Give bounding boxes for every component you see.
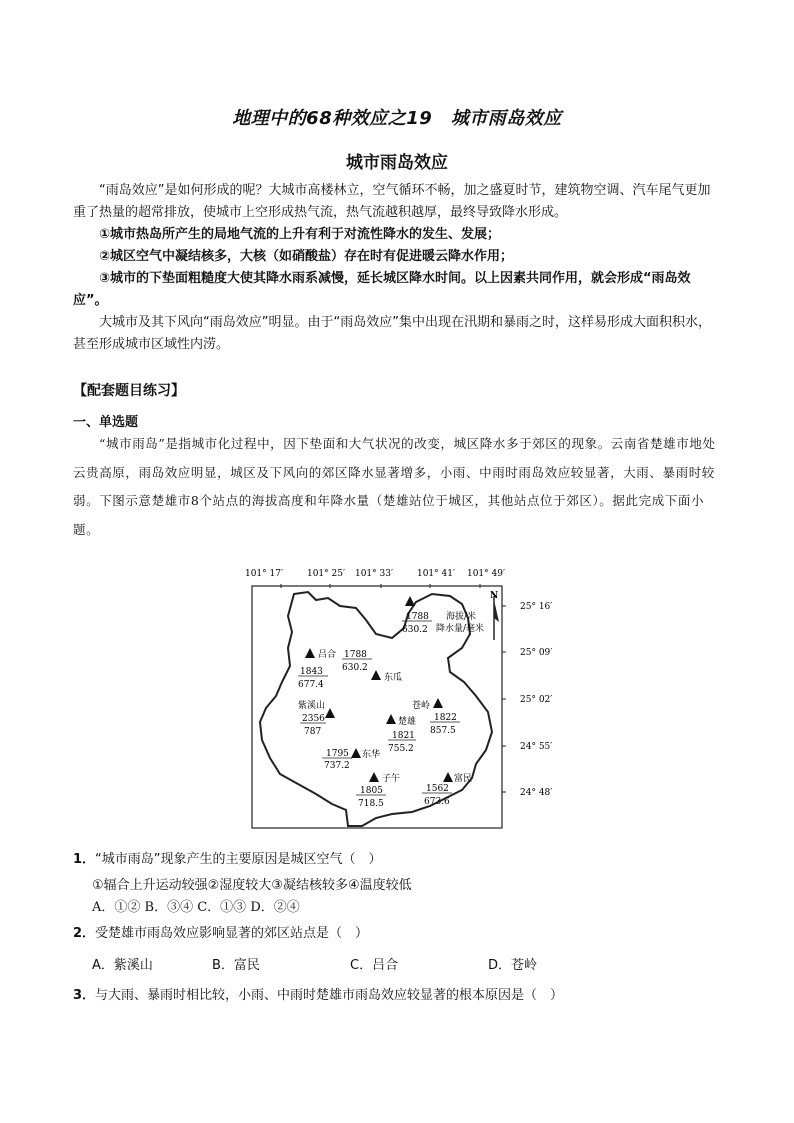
legend-precip-sample: 630.2: [402, 625, 428, 635]
lat-label: 25° 16′: [520, 602, 553, 612]
lon-label: 101° 33′: [354, 569, 394, 579]
station-name: 苍岭: [412, 701, 431, 711]
north-arrow: [490, 591, 499, 640]
station-marker-icon: [433, 698, 443, 708]
station-chuxiong: [386, 714, 416, 754]
station-marker-icon: [351, 748, 361, 758]
intro-bullet-3: ③城市的下垫面粗糙度大使其降水雨系减慢，延长城区降水时间。以上因素共同作用，就会形成“雨岛效应”。: [73, 271, 691, 308]
station-elevation: 1822: [434, 713, 457, 723]
station-zixishan: [298, 699, 335, 737]
station-marker-icon: [325, 708, 335, 718]
station-name: 楚雄: [398, 717, 417, 727]
station-elevation: 1788: [344, 650, 367, 660]
north-label: N: [490, 591, 499, 601]
legend-elevation-label: 海拔/米: [446, 612, 477, 622]
station-donghua: [322, 748, 380, 771]
question-2: [73, 924, 368, 944]
document-subtitle: 城市雨岛效应: [346, 153, 448, 173]
legend-triangle-icon: [405, 596, 415, 606]
legend-precip-label: 降水量/毫米: [436, 624, 485, 634]
lon-label: 101° 25′: [306, 569, 346, 579]
station-precip: 787: [304, 727, 322, 737]
option-b[interactable]: B．③④: [144, 900, 194, 915]
lon-label: 101° 41′: [416, 569, 456, 579]
question-number: 1．: [73, 852, 96, 867]
question-passage: “城市雨岛”是指城市化过程中，因下垫面和大气状况的改变，城区降水多于郊区的现象。云南省楚雄市地处云贵高原，雨岛效应明显，城区及下风向的郊区降水显著增多，小雨、中雨时雨岛效应较显著，大雨、暴雨时较弱。下图示意楚雄市8个站点的海拔高度和年降水量（楚雄站位于城区，其他站点位于郊区）。据此完成下面小题。: [73, 436, 716, 537]
document-title: 地理中的68种效应之19 城市雨岛效应: [232, 108, 562, 129]
station-precip: 630.2: [342, 663, 368, 673]
lat-label: 25° 02′: [520, 695, 553, 705]
intro-bullet-2: ②城区空气中凝结核多，大核（如硝酸盐）存在时有促进暖云降水作用；: [99, 249, 514, 264]
option-d[interactable]: D．苍岭: [488, 958, 538, 973]
station-name: 吕合: [318, 650, 337, 660]
station-name: 子午: [382, 774, 401, 784]
question-number: 2．: [73, 926, 96, 941]
question-1-options: [92, 898, 300, 918]
legend-elevation-sample: 1788: [406, 612, 429, 622]
lon-label: 101° 49′: [466, 569, 506, 579]
option-c[interactable]: C．①③: [197, 900, 247, 915]
station-precip: 677.4: [298, 680, 324, 690]
station-luhe: [298, 648, 336, 690]
station-name: 富民: [454, 774, 473, 784]
question-number: 3．: [73, 988, 96, 1003]
lat-label: 25° 09′: [520, 648, 553, 658]
intro-bullet-1: ①城市热岛所产生的局地气流的上升有利于对流性降水的发生、发展；: [99, 227, 501, 242]
station-map: [236, 562, 556, 842]
option-c[interactable]: C．吕合: [350, 958, 399, 973]
option-a[interactable]: A．①②: [92, 900, 141, 915]
station-marker-icon: [369, 772, 379, 782]
station-name: 东华: [362, 750, 381, 760]
question-1-statements: ①辐合上升运动较强②湿度较大③凝结核较多④温度较低: [92, 878, 412, 893]
map-legend: [402, 596, 484, 635]
question-1: [73, 850, 382, 870]
station-ziwu: [356, 772, 400, 809]
lon-label: 101° 17′: [244, 569, 284, 579]
station-marker-icon: [386, 714, 396, 724]
station-elevation: 1821: [392, 731, 415, 741]
station-precip: 718.5: [358, 799, 384, 809]
option-b[interactable]: B．富民: [212, 958, 260, 973]
station-elevation: 1843: [300, 667, 323, 677]
station-precip: 857.5: [430, 726, 456, 736]
station-elevation: 2356: [302, 714, 325, 724]
intro-section: [73, 180, 723, 356]
station-elevation: 1562: [426, 784, 449, 794]
station-precip: 755.2: [388, 744, 414, 754]
intro-paragraph-1: “雨岛效应”是如何形成的呢？大城市高楼林立，空气循环不畅，加之盛夏时节，建筑物空调、汽车尾气更加重了热量的超常排放，使城市上空形成热气流，热气流越积越厚，最终导致降水形成。: [73, 183, 711, 220]
section-single-choice: 一、单选题: [73, 415, 139, 430]
lat-label: 24° 48′: [520, 788, 553, 798]
question-3: [73, 986, 563, 1006]
station-fumin: [422, 772, 472, 807]
lat-label: 24° 55′: [520, 742, 553, 752]
practice-header: 【配套题目练习】: [73, 383, 185, 399]
station-donggua: [342, 650, 402, 683]
station-elevation: 1805: [360, 786, 383, 796]
station-marker-icon: [443, 772, 453, 782]
station-precip: 673.6: [424, 797, 450, 807]
question-stem: “城市雨岛”现象产生的主要原因是城区空气（ ）: [95, 852, 382, 867]
intro-paragraph-2: 大城市及其下风向“雨岛效应”明显。由于“雨岛效应”集中出现在汛期和暴雨之时，这样易形成大面积积水，甚至形成城市区域性内涝。: [73, 315, 711, 352]
question-stem: 与大雨、暴雨时相比较，小雨、中雨时楚雄市雨岛效应较显著的根本原因是（ ）: [95, 988, 564, 1003]
station-name: 东瓜: [384, 673, 403, 683]
option-d[interactable]: D．②④: [250, 900, 300, 915]
station-marker-icon: [305, 648, 315, 658]
station-precip: 737.2: [324, 761, 350, 771]
option-a[interactable]: A．紫溪山: [92, 958, 153, 973]
station-name: 紫溪山: [298, 701, 326, 711]
question-stem: 受楚雄市雨岛效应影响显著的郊区站点是（ ）: [95, 926, 369, 941]
station-marker-icon: [371, 670, 381, 680]
station-elevation: 1795: [326, 749, 349, 759]
station-cangling: [412, 698, 460, 736]
